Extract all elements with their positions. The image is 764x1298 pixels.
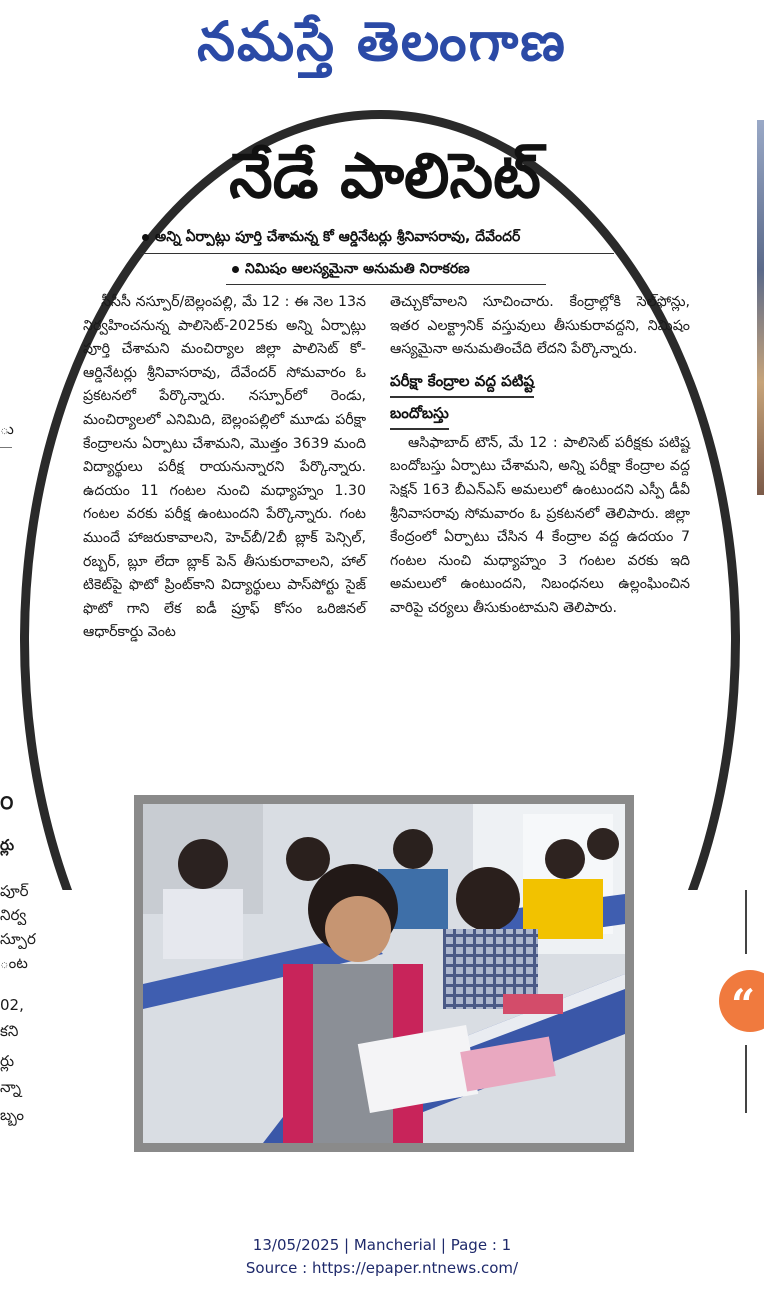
divider bbox=[226, 284, 546, 285]
left-fragment: న్నా bbox=[0, 1078, 22, 1096]
left-fragment: 02, bbox=[0, 996, 24, 1014]
left-fragment: స్పూర bbox=[0, 930, 36, 948]
footer-source-line[interactable]: Source : https://epaper.ntnews.com/ bbox=[245, 1259, 519, 1277]
subhead-1: అన్ని ఏర్పాట్లు పూర్తి చేశామన్న కో ఆర్డినేటర్లు శ్రీనివాసరావు, దేవేందర్ bbox=[142, 229, 520, 248]
exam-hall-photo bbox=[143, 804, 625, 1143]
masthead-title: నమస్తే తెలంగాణ bbox=[197, 9, 567, 73]
subhead-2: నిమిషం ఆలస్యమైనా అనుమతి నిరాకరణ bbox=[232, 261, 470, 280]
left-fragment: ౦ bbox=[0, 790, 14, 814]
left-fragment: ర్లు bbox=[0, 836, 15, 854]
left-fragment: ర్లు bbox=[0, 1052, 15, 1070]
article-right-column bbox=[390, 291, 690, 621]
bullet-icon bbox=[142, 234, 149, 241]
left-fragment: కని bbox=[0, 1022, 19, 1040]
headline: నేడే పాలిసెట్ bbox=[229, 139, 541, 212]
divider bbox=[745, 1045, 747, 1113]
article-photo bbox=[134, 795, 634, 1152]
article-paragraph: సీసీసీ నస్పూర్/బెల్లంపల్లి, మే 12 : ఈ నెల 13న నిర్వహించనున్న పాలిసెట్-2025కు అన్ని ఏర్పాట్లు పూర్తి చేశామని మంచిర్యాల జిల్లా పాలిసెట్ కో-ఆర్డినేటర్లు శ్రీనివాసరావు, దేవేందర్ సోమవారం ఓ ప్రకటనలో పేర్కొన్నారు. నస్పూర్‌లో రెండు, మంచిర్యాలలో ఎనిమిది, బెల్లంపల్లిలో మూడు పరీక్షా కేంద్రాలను ఏర్పాటు చేశామని, మొత్తం 3639 మంది విద్యార్థులు పరీక్ష రాయనున్నారని పేర్కొన్నారు. ఉదయం 11 గంటల నుంచి మధ్యాహ్నం 1.30 గంటల వరకు పరీక్ష ఉంటుందని పేర్కొన్నారు. గంట ముందే హాజరుకావాలని, హెచ్‌బీ/2బీ బ్లాక్ పెన్సిల్, రబ్బర్, బ్లూ లేదా బ్లాక్ పెన్ తీసుకురావాలని, హాల్ టికెట్‌పై ఫొటో ప్రింట్‌కాని విద్యార్థులు పాస్‌పోర్టు సైజ్ ఫొటో గాని లేక ఐడీ ప్రూఫ్ కోసం ఒరిజినల్ ఆధార్‌కార్డు వెంట bbox=[83, 294, 366, 641]
left-fragment: పూర్ bbox=[0, 882, 29, 900]
article-paragraph: ఆసిఫాబాద్ టౌన్, మే 12 : పాలిసెట్ పరీక్షకు పటిష్ట బందోబస్తు ఏర్పాటు చేశామని, అన్ని పరీక్షా కేంద్రాల వద్ద సెక్షన్ 163 బీఎన్ఎస్ అమలులో ఉంటుందని ఎస్పీ డీవీ శ్రీనివాసరావు సోమవారం ఓ ప్రకటనలో తెలిపారు. జిల్లా కేంద్రంలో ఏర్పాటు చేసిన 4 కేంద్రాల వద్ద ఉదయం 7 గంటల నుంచి మధ్యాహ్నం 3 గంటల వరకు ఇది అమలులో ఉంటుందని, నిబంధనలు ఉల్లంఘించిన వారిపై చర్యలు తీసుకుంటామని తెలిపారు. bbox=[390, 434, 690, 616]
article-paragraph: తెచ్చుకోవాలని సూచించారు. కేంద్రాల్లోకి సెల్‌ఫోన్లు, ఇతర ఎలక్ట్రానిక్ వస్తువులు తీసుకురావద్దని, నిమిషం ఆస్యమైనా అనుమతించేది లేదని పేర్కొన్నారు. bbox=[390, 294, 690, 358]
divider bbox=[745, 890, 747, 954]
divider bbox=[0, 447, 12, 448]
bullet-icon bbox=[232, 266, 239, 273]
left-fragment: బ్బం bbox=[0, 1106, 24, 1124]
left-fragment: ు bbox=[0, 420, 14, 438]
divider bbox=[140, 253, 614, 254]
quote-icon[interactable]: “ bbox=[719, 970, 764, 1032]
section-subheading: పరీక్షా కేంద్రాల వద్ద పటిష్ట బందోబస్తు bbox=[390, 366, 690, 430]
left-fragment: ంట bbox=[0, 954, 28, 972]
left-fragment: నిర్వ bbox=[0, 906, 27, 924]
footer-date-line: 13/05/2025 | Mancherial | Page : 1 bbox=[252, 1236, 512, 1254]
edge-photo bbox=[757, 120, 764, 495]
article-left-column bbox=[83, 291, 366, 645]
